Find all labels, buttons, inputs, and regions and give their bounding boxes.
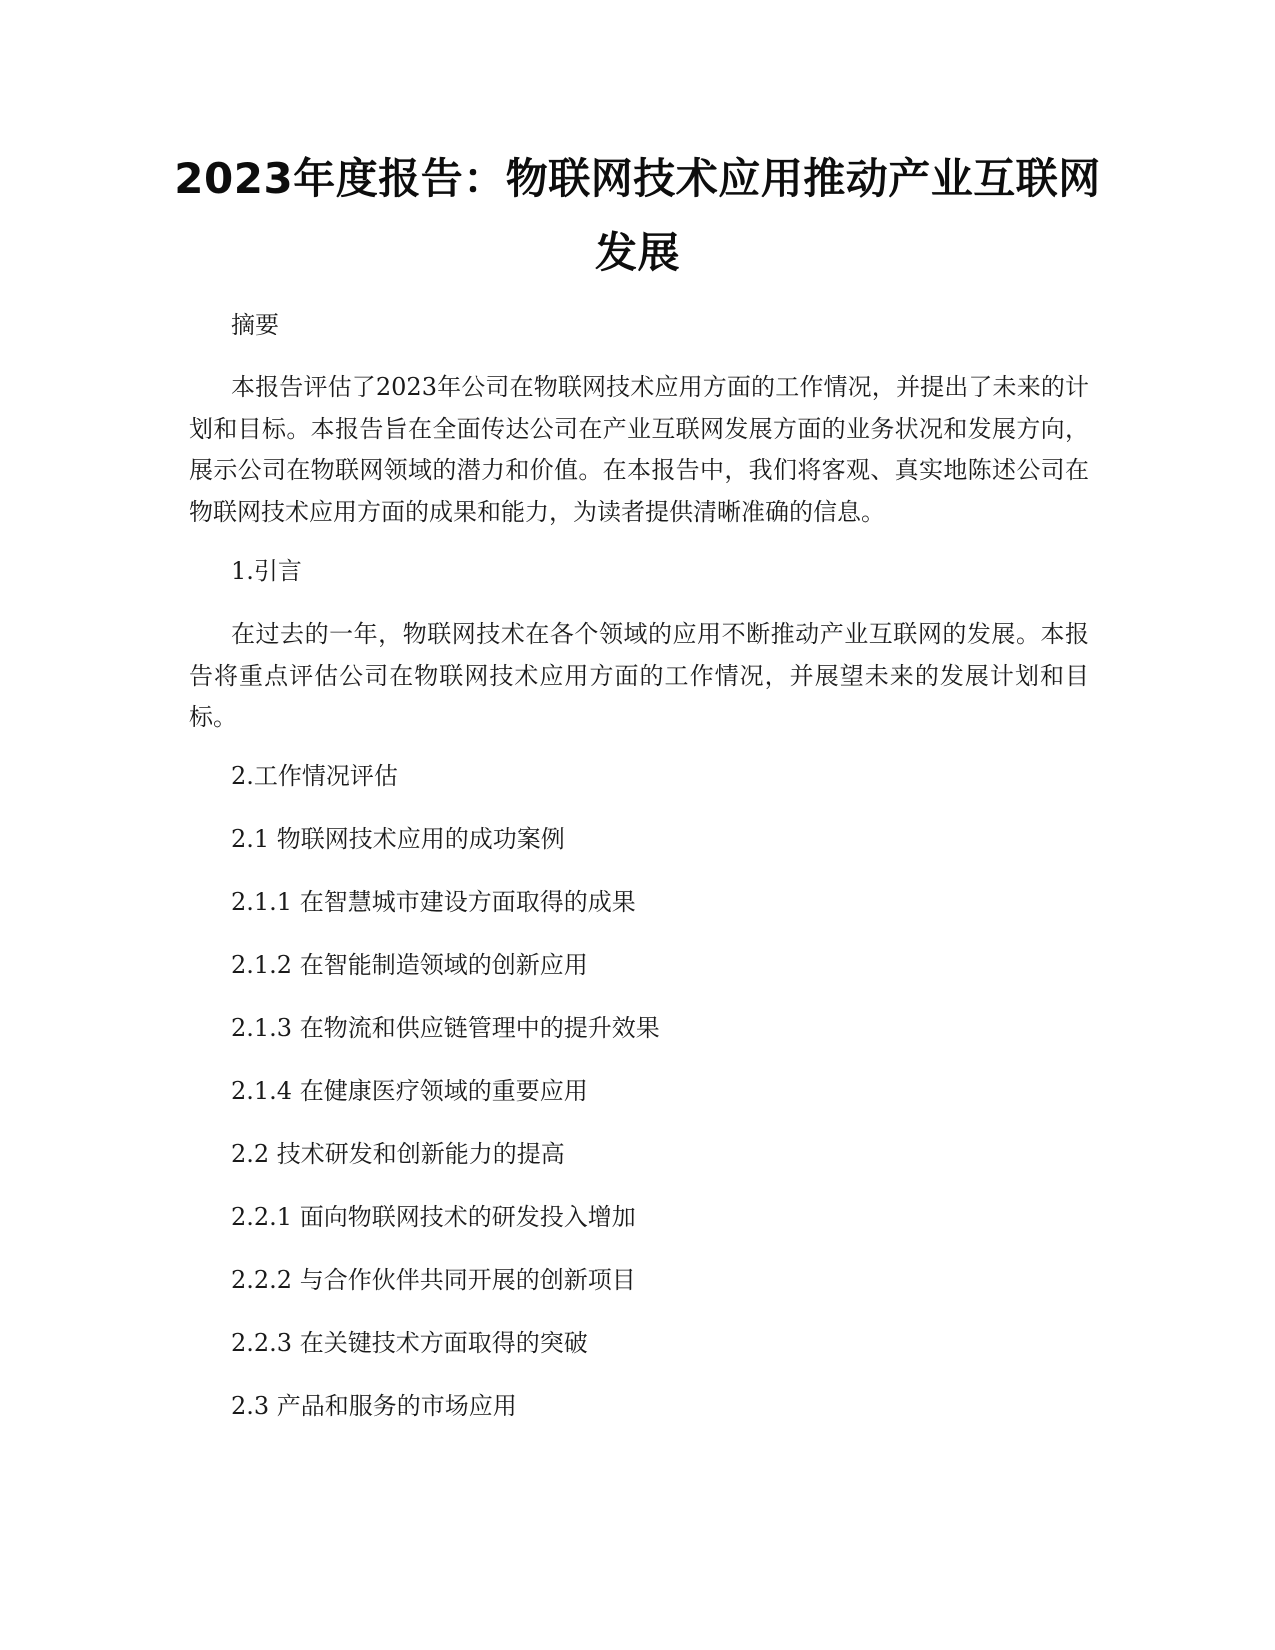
section-heading-2-3: 2.3 产品和服务的市场应用: [231, 1392, 517, 1420]
section-heading-2-2-2: 2.2.2 与合作伙伴共同开展的创新项目: [231, 1266, 636, 1294]
section-heading-2-1-3: 2.1.3 在物流和供应链管理中的提升效果: [231, 1014, 660, 1042]
abstract-paragraph: 本报告评估了2023年公司在物联网技术应用方面的工作情况，并提出了未来的计划和目标。本报告旨在全面传达公司在产业互联网发展方面的业务状况和发展方向，展示公司在物联网领域的潜力和价值。在本报告中，我们将客观、真实地陈述公司在物联网技术应用方面的成果和能力，为读者提供清晰准确的信息。: [189, 373, 1089, 526]
abstract-heading: 摘要: [231, 311, 279, 339]
section-heading-2-1: 2.1 物联网技术应用的成功案例: [231, 825, 565, 853]
section-heading-2-1-4: 2.1.4 在健康医疗领域的重要应用: [231, 1077, 588, 1105]
section-heading-2-2-1: 2.2.1 面向物联网技术的研发投入增加: [231, 1203, 636, 1231]
section-heading-2: 2.工作情况评估: [231, 762, 398, 790]
section-heading-2-1-2: 2.1.2 在智能制造领域的创新应用: [231, 951, 588, 979]
intro-paragraph: 在过去的一年，物联网技术在各个领域的应用不断推动产业互联网的发展。本报告将重点评估公司在物联网技术应用方面的工作情况，并展望未来的发展计划和目标。: [189, 620, 1089, 731]
section-heading-2-2: 2.2 技术研发和创新能力的提高: [231, 1140, 565, 1168]
section-heading-2-1-1: 2.1.1 在智慧城市建设方面取得的成果: [231, 888, 636, 916]
intro-heading: 1.引言: [231, 557, 302, 585]
section-heading-2-2-3: 2.2.3 在关键技术方面取得的突破: [231, 1329, 588, 1357]
document-title: 2023年度报告：物联网技术应用推动产业互联网发展: [174, 154, 1101, 277]
